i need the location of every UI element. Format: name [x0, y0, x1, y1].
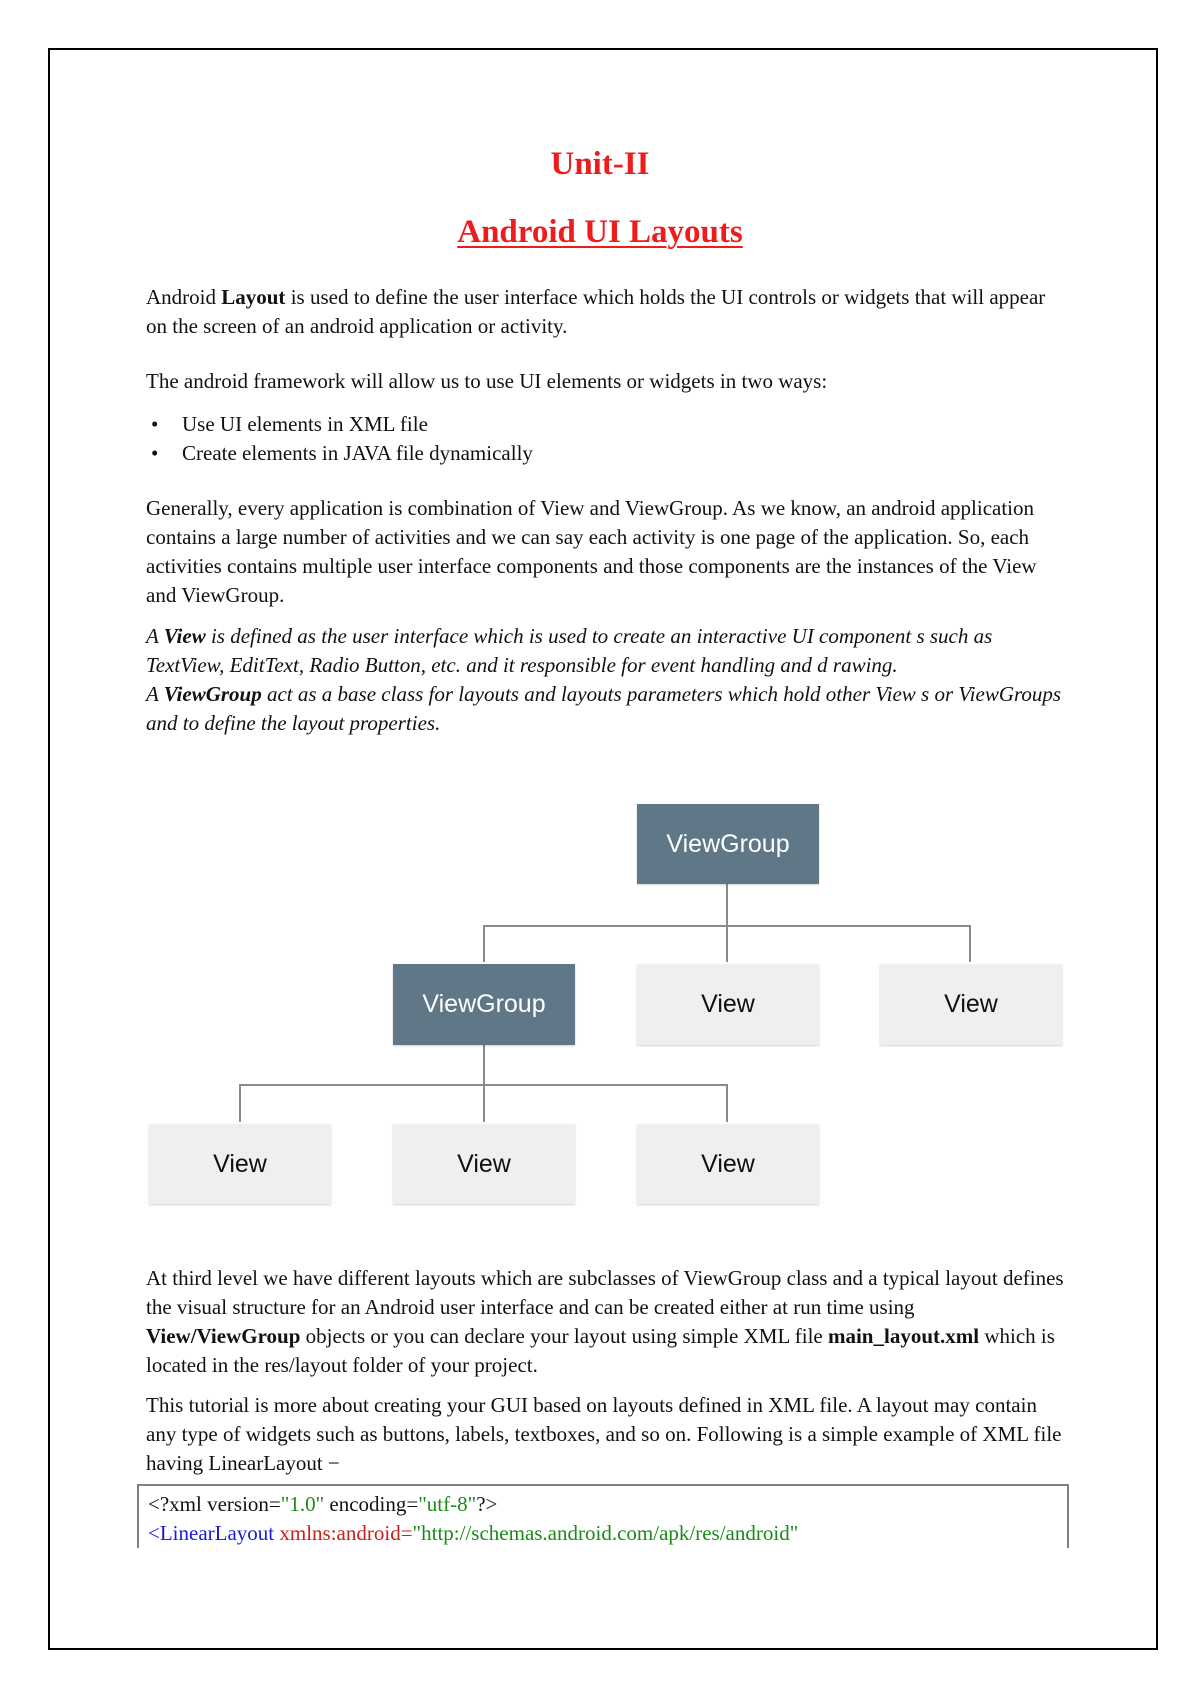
list-item-text: Use UI elements in XML file: [182, 412, 428, 436]
root-viewgroup-node: ViewGroup: [637, 804, 819, 884]
intro-text-post: is used to define the user interface which holds the UI controls or widgets that will appear on the screen of an android application or activity.: [146, 285, 1046, 338]
view-definition-text: is defined as the user interface which is used to create an interactive UI component s such as TextView, EditText, Radio Button, etc. and it responsible for event handling and d rawing.: [146, 624, 993, 677]
layouts-text-mid: objects or you can declare your layout using simple XML file: [300, 1324, 828, 1348]
code-version-value: "1.0": [280, 1492, 325, 1516]
child-viewgroup-node: ViewGroup: [393, 964, 575, 1045]
main-layout-filename: main_layout.xml: [827, 1324, 980, 1348]
list-item: [146, 410, 533, 439]
list-item: [146, 439, 533, 468]
layout-term: Layout: [221, 285, 286, 309]
intro-paragraph: [146, 283, 1066, 341]
code-xmlns-attr: xmlns:android=: [279, 1521, 413, 1545]
view-node: View: [637, 964, 819, 1045]
layouts-text-post: which is located in the res/layout folder of your project.: [146, 1324, 1055, 1377]
code-decl-end: ?>: [476, 1492, 498, 1516]
viewgroup-term: ViewGroup: [163, 682, 262, 706]
view-term: View: [163, 624, 206, 648]
xml-code-block: [137, 1484, 1069, 1548]
tutorial-text: This tutorial is more about creating your GUI based on layouts defined in XML file. A layout may contain any type of widgets such as buttons, labels, textboxes, and so on. Following is a simple example of XML file having LinearLayout −: [146, 1393, 1062, 1475]
view-definition-a: A: [146, 624, 164, 648]
code-linearlayout-tag: <LinearLayout: [148, 1521, 280, 1545]
code-xml-decl: <?xml version=: [148, 1492, 281, 1516]
view-viewgroup-paragraph: [146, 494, 1066, 610]
view-viewgroup-text: Generally, every application is combination of View and ViewGroup. As we know, an android application contains a large number of activities and we can say each activity is one page of the application. So, each activities contains multiple user interface components and those components are the instances of the View and ViewGroup.: [146, 496, 1037, 607]
view-node: View: [880, 964, 1062, 1045]
page-title: Android UI Layouts: [457, 214, 743, 250]
code-encoding-attr: encoding=: [324, 1492, 419, 1516]
viewgroup-definition-text: act as a base class for layouts and layouts parameters which hold other View s or ViewGroups and to define the layout properties.: [146, 682, 1062, 735]
ways-list: [146, 410, 533, 468]
intro-text-pre: Android: [146, 285, 222, 309]
layouts-text-pre: At third level we have different layouts which are subclasses of ViewGroup class and a typical layout defines the visual structure for an Android user interface and can be created either at run time using: [146, 1266, 1064, 1319]
code-encoding-value: "utf-8": [418, 1492, 477, 1516]
code-line: [148, 1490, 1067, 1519]
code-xmlns-value: "http://schemas.android.com/apk/res/android": [412, 1521, 799, 1545]
layouts-paragraph: [146, 1264, 1066, 1380]
bullet-icon: •: [151, 441, 159, 465]
view-viewgroup-term: View/ViewGroup: [146, 1324, 301, 1348]
group-definition-a: A: [146, 682, 164, 706]
code-line: [148, 1519, 1067, 1548]
list-item-text: Create elements in JAVA file dynamically: [182, 441, 533, 465]
bullet-icon: •: [151, 412, 159, 436]
tutorial-paragraph: [146, 1391, 1066, 1478]
view-definition: [146, 622, 1066, 738]
ways-text: The android framework will allow us to use UI elements or widgets in two ways:: [146, 369, 828, 393]
view-node: View: [637, 1124, 819, 1204]
view-node: View: [149, 1124, 331, 1204]
view-node: View: [393, 1124, 575, 1204]
ways-paragraph: [146, 367, 1066, 396]
unit-title: Unit-II: [550, 146, 650, 182]
